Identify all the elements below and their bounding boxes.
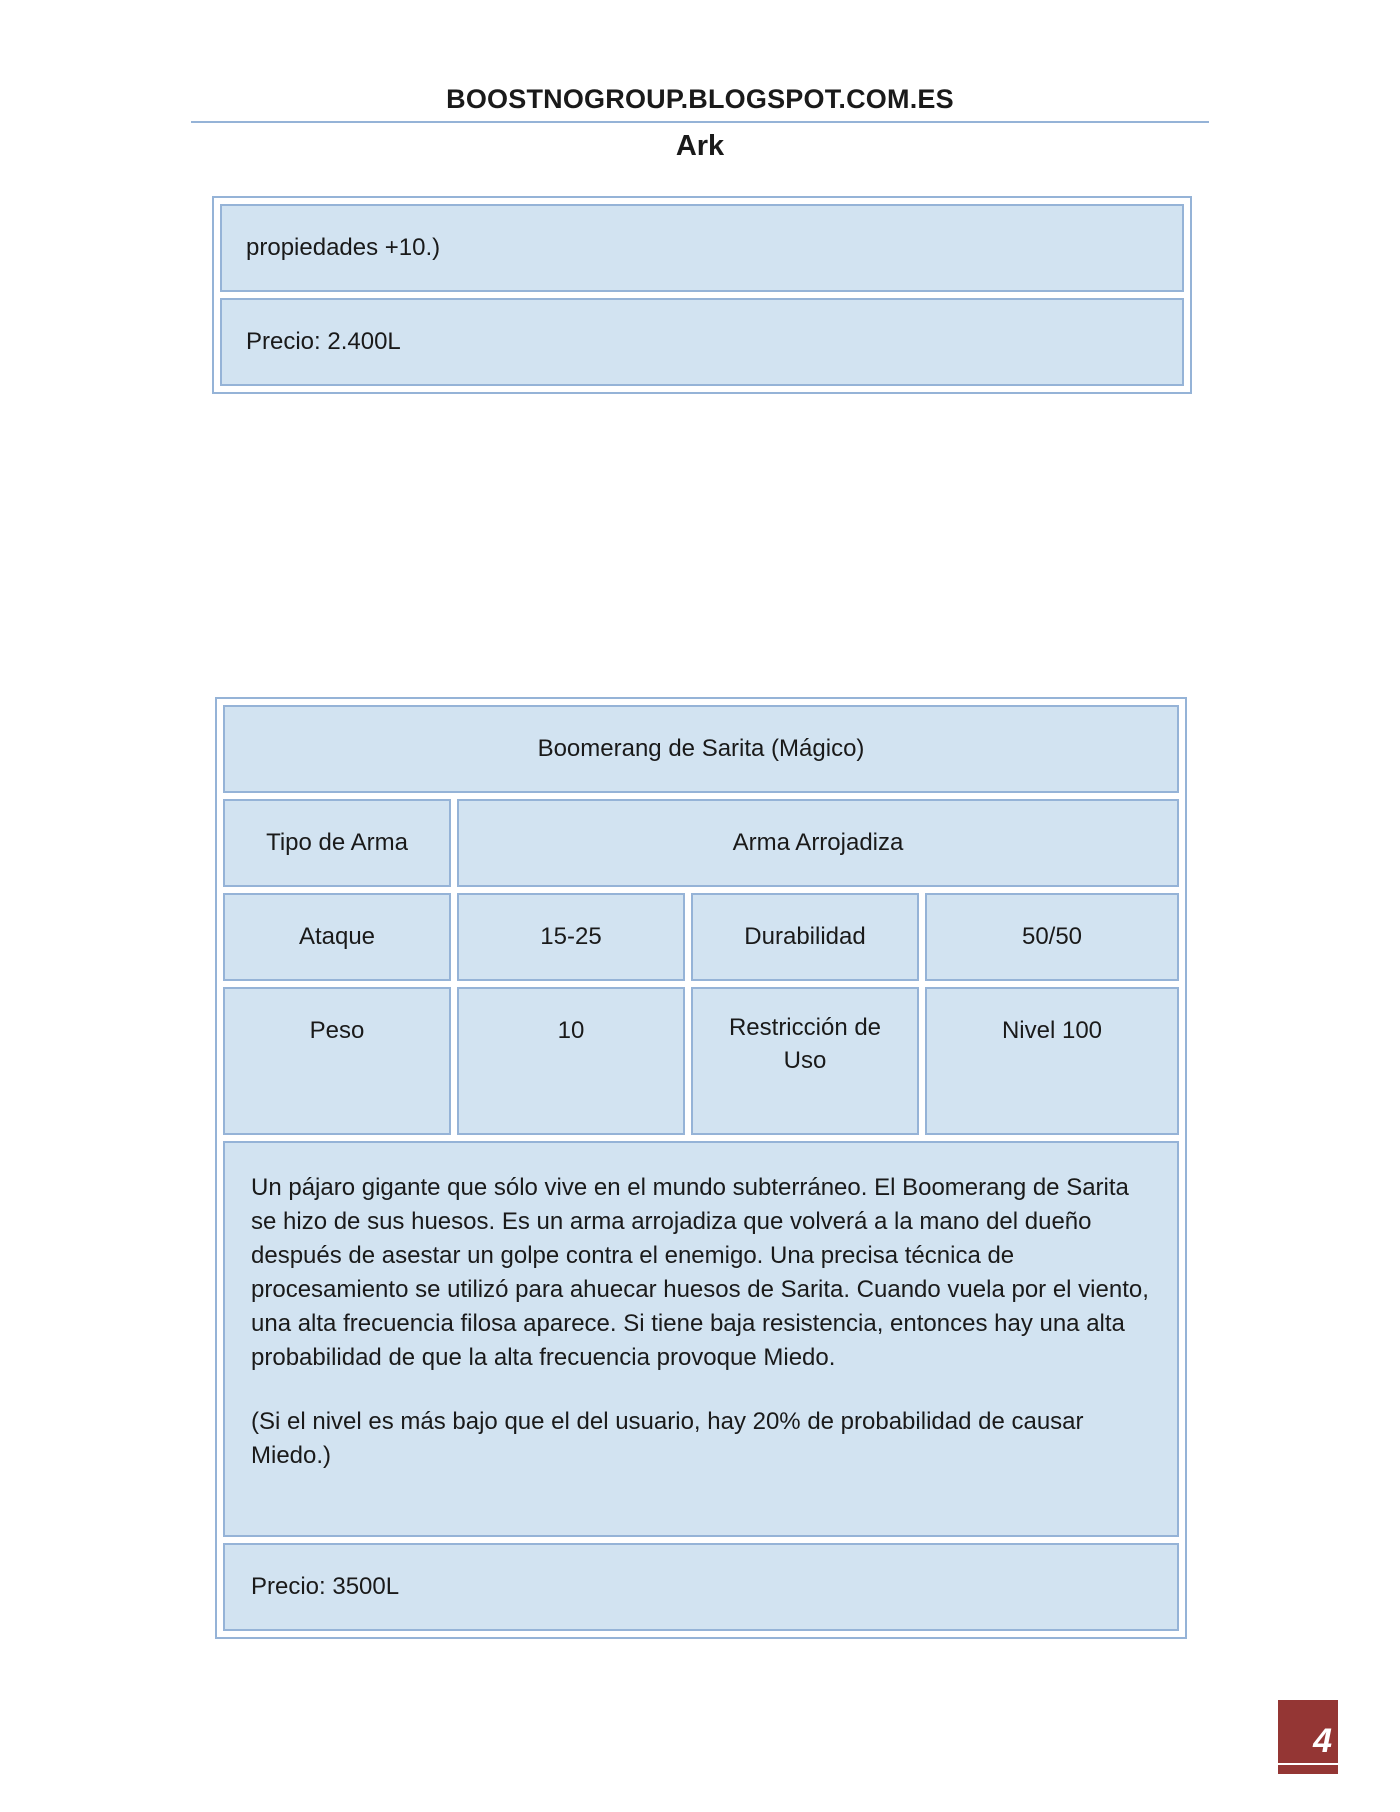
weight-value: 10	[457, 987, 685, 1135]
restriction-value: Nivel 100	[925, 987, 1179, 1135]
price-cell: Precio: 2.400L	[220, 298, 1184, 386]
table-row	[220, 298, 1184, 386]
item-table	[215, 697, 1187, 1639]
site-header: BOOSTNOGROUP.BLOGSPOT.COM.ES	[446, 84, 954, 114]
description-text: Un pájaro gigante que sólo vive en el mundo subterráneo. El Boomerang de Sarita se hizo de sus huesos. Es un arma arrojadiza que volverá a la mano del dueño después de asestar un golpe contra el enemigo. Una precisa técnica de procesamiento se utilizó para ahuecar huesos de Sarita. Cuando vuela por el viento, una alta frecuencia filosa aparece. Si tiene baja resistencia, entonces hay una alta probabilidad de que la alta frecuencia provoque Miedo.	[251, 1174, 1149, 1371]
attack-label: Ataque	[223, 893, 451, 981]
table-row	[223, 799, 1179, 887]
table-row	[223, 1141, 1179, 1537]
restriction-label: Restricción de Uso	[691, 987, 919, 1135]
header-divider	[191, 121, 1209, 123]
table-row	[223, 893, 1179, 981]
page-title: Ark	[675, 130, 725, 162]
page-number-badge: 4	[1278, 1700, 1338, 1774]
page-number-underline	[1278, 1763, 1338, 1765]
table-row	[220, 204, 1184, 292]
durability-value: 50/50	[925, 893, 1179, 981]
table-row	[223, 1543, 1179, 1631]
price-cell: Precio: 3500L	[223, 1543, 1179, 1631]
weapon-type-value: Arma Arrojadiza	[457, 799, 1179, 887]
attack-value: 15-25	[457, 893, 685, 981]
description-note: (Si el nivel es más bajo que el del usuario, hay 20% de probabilidad de causar Miedo.)	[251, 1408, 1084, 1469]
table-row	[223, 987, 1179, 1135]
table-row	[223, 705, 1179, 793]
weapon-type-label: Tipo de Arma	[223, 799, 451, 887]
description-cell	[223, 1141, 1179, 1537]
durability-label: Durabilidad	[691, 893, 919, 981]
continued-text-cell: propiedades +10.)	[220, 204, 1184, 292]
previous-item-table	[212, 196, 1192, 394]
weight-label: Peso	[223, 987, 451, 1135]
item-name-cell: Boomerang de Sarita (Mágico)	[223, 705, 1179, 793]
